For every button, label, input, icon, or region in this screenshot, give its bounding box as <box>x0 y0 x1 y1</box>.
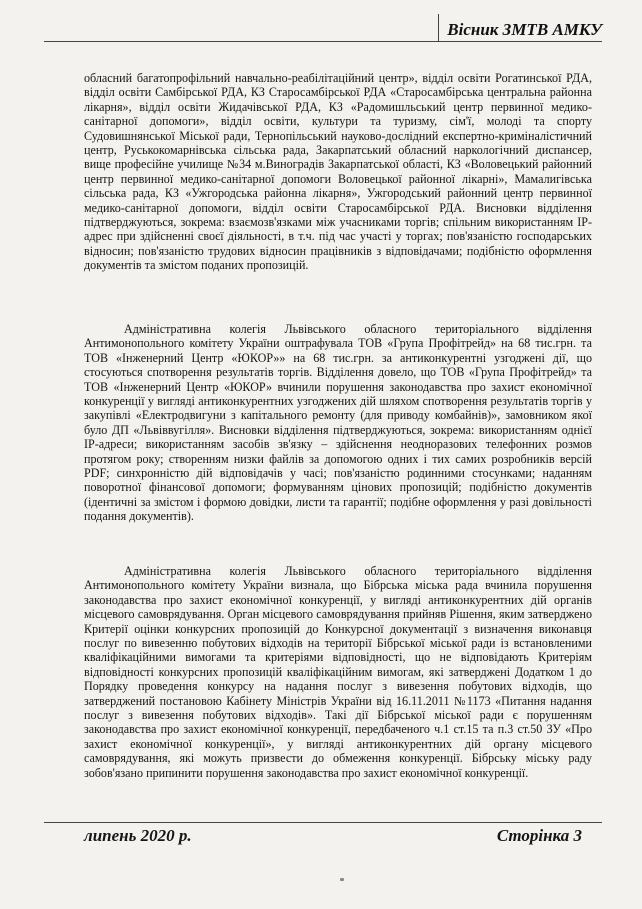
journal-title: Вісник ЗМТВ АМКУ <box>447 20 602 39</box>
header-rule <box>44 41 438 42</box>
page-number: Сторінка 3 <box>496 826 582 845</box>
paragraph-continued: обласний багатопрофільний навчально-реабілітаційний центр», відділ освіти Рогатинської РДА, відділ освіти Самбірської РДА, КЗ Старосамбірської РДА «Старосамбірська центральна районна лікарня», відділ освіти Жидачівської РДА, КЗ «Радомишльський центр первинної медико-санітарної допомоги», відділ освіти, культури та туризму, сім'ї, молоді та спорту Судовишнянської Міської ради, Тернопільський науково-дослідний експертно-криміналістичний центр, Руськокомарнівська сільська рада, Закарпатський обласний наркологічний диспансер, вище професійне училище №34 м.Виноградів Закарпатської області, КЗ «Воловецький районний центр первинної медико-санітарної допомоги Воловецької районної лікарні», Мамалигівська сільська рада, КЗ «Ужгородська районна лікарня», Ужгородський районний центр первинної медико-санітарної допомоги, відділ освіти Старосамбірської РДА. Висновки відділення підтверджуються, зокрема: взаємозв'язками між учасниками торгів; спільним використанням IP-адрес при здійсненні своєї діяльності, в т.ч. під час участі у торгах; пов'язаністю господарських відносин; пов'язаністю трудових відносин працівників з відповідачами; подібністю оформлення документів та змістом поданих пропозицій. <box>84 71 592 273</box>
scan-speck <box>340 878 344 881</box>
header-divider-vertical <box>438 14 439 42</box>
paragraph-bibrka-council: Адміністративна колегія Львівського обласного територіального відділення Антимонопольного комітету України визнала, що Бібрська міська рада вчинила порушення законодавства про захист економічної конкуренції, у вигляді антиконкурентних дій органів місцевого самоврядування. Орган місцевого самоврядування прийняв Рішення, яким затверджено Критерії оцінки конкурсних пропозицій до Конкурсної документації з визначення виконавця послуг по вивезенню побутових відходів на території Бібрської міської ради із встановленими кваліфікаційними вимогами та критеріями відповідності, що не відповідають Критеріям відповідності конкурсних пропозицій кваліфікаційним вимогам, які затверджені Додатком 1 до Порядку проведення конкурсу на надання послуг з вивезення побутових відходів, що затверджений постановою Кабінету Міністрів України від 16.11.2011 №1173 «Питання надання послуг з вивезення побутових відходів». Такі дії Бібрської міської ради є порушенням законодавства про захист економічної конкуренції, передбаченого ч.1 ст.15 та п.3 ст.50 ЗУ «Про захист економічної конкуренції», у вигляді антиконкурентних дій органу місцевого самоврядування, які можуть призвести до обмеження конкуренції. Бібрську міську раду зобов'язано припинити порушення законодавства про захист економічної конкуренції. <box>84 564 592 780</box>
footer-rule <box>44 822 602 823</box>
issue-date: липень 2020 р. <box>84 826 192 845</box>
header-rule-right <box>438 41 602 42</box>
paragraph-profitrade-yukor: Адміністративна колегія Львівського обласного територіального відділення Антимонопольного комітету України оштрафувала ТОВ «Група Профітрейд» на 68 тис.грн. та ТОВ «Інженерний Центр «ЮКОР»» на 68 тис.грн. за антиконкурентні узгоджені дії, що стосуються спотворення результатів торгів. Відділення довело, що ТОВ «Група Профітрейд» та ТОВ «Інженерний Центр «ЮКОР» вчинили порушення законодавства про захист економічної конкуренції у вигляді антиконкурентних узгоджених дій шляхом спотворення результатів торгів у закупівлі «Електродвигуни з капітального ремонту (для приводу комбайнів)», замовником якої було ДП «Львіввугілля». Висновки відділення підтверджуються, зокрема: використанням однієї IP-адреси; використанням засобів зв'язку – здійснення неодноразових телефонних розмов протягом року; створенням низки файлів за допомогою одних і тих самих розробників версій PDF; синхронністю дій відповідачів у часі; пов'язаністю родинними стосунками; наданням поворотної фінансової допомоги; формуванням цінових пропозицій; подібністю документів (ідентичні за змістом і формою довідки, листи та гарантії; подібне оформлення у разі довільності подання документів). <box>84 322 592 524</box>
